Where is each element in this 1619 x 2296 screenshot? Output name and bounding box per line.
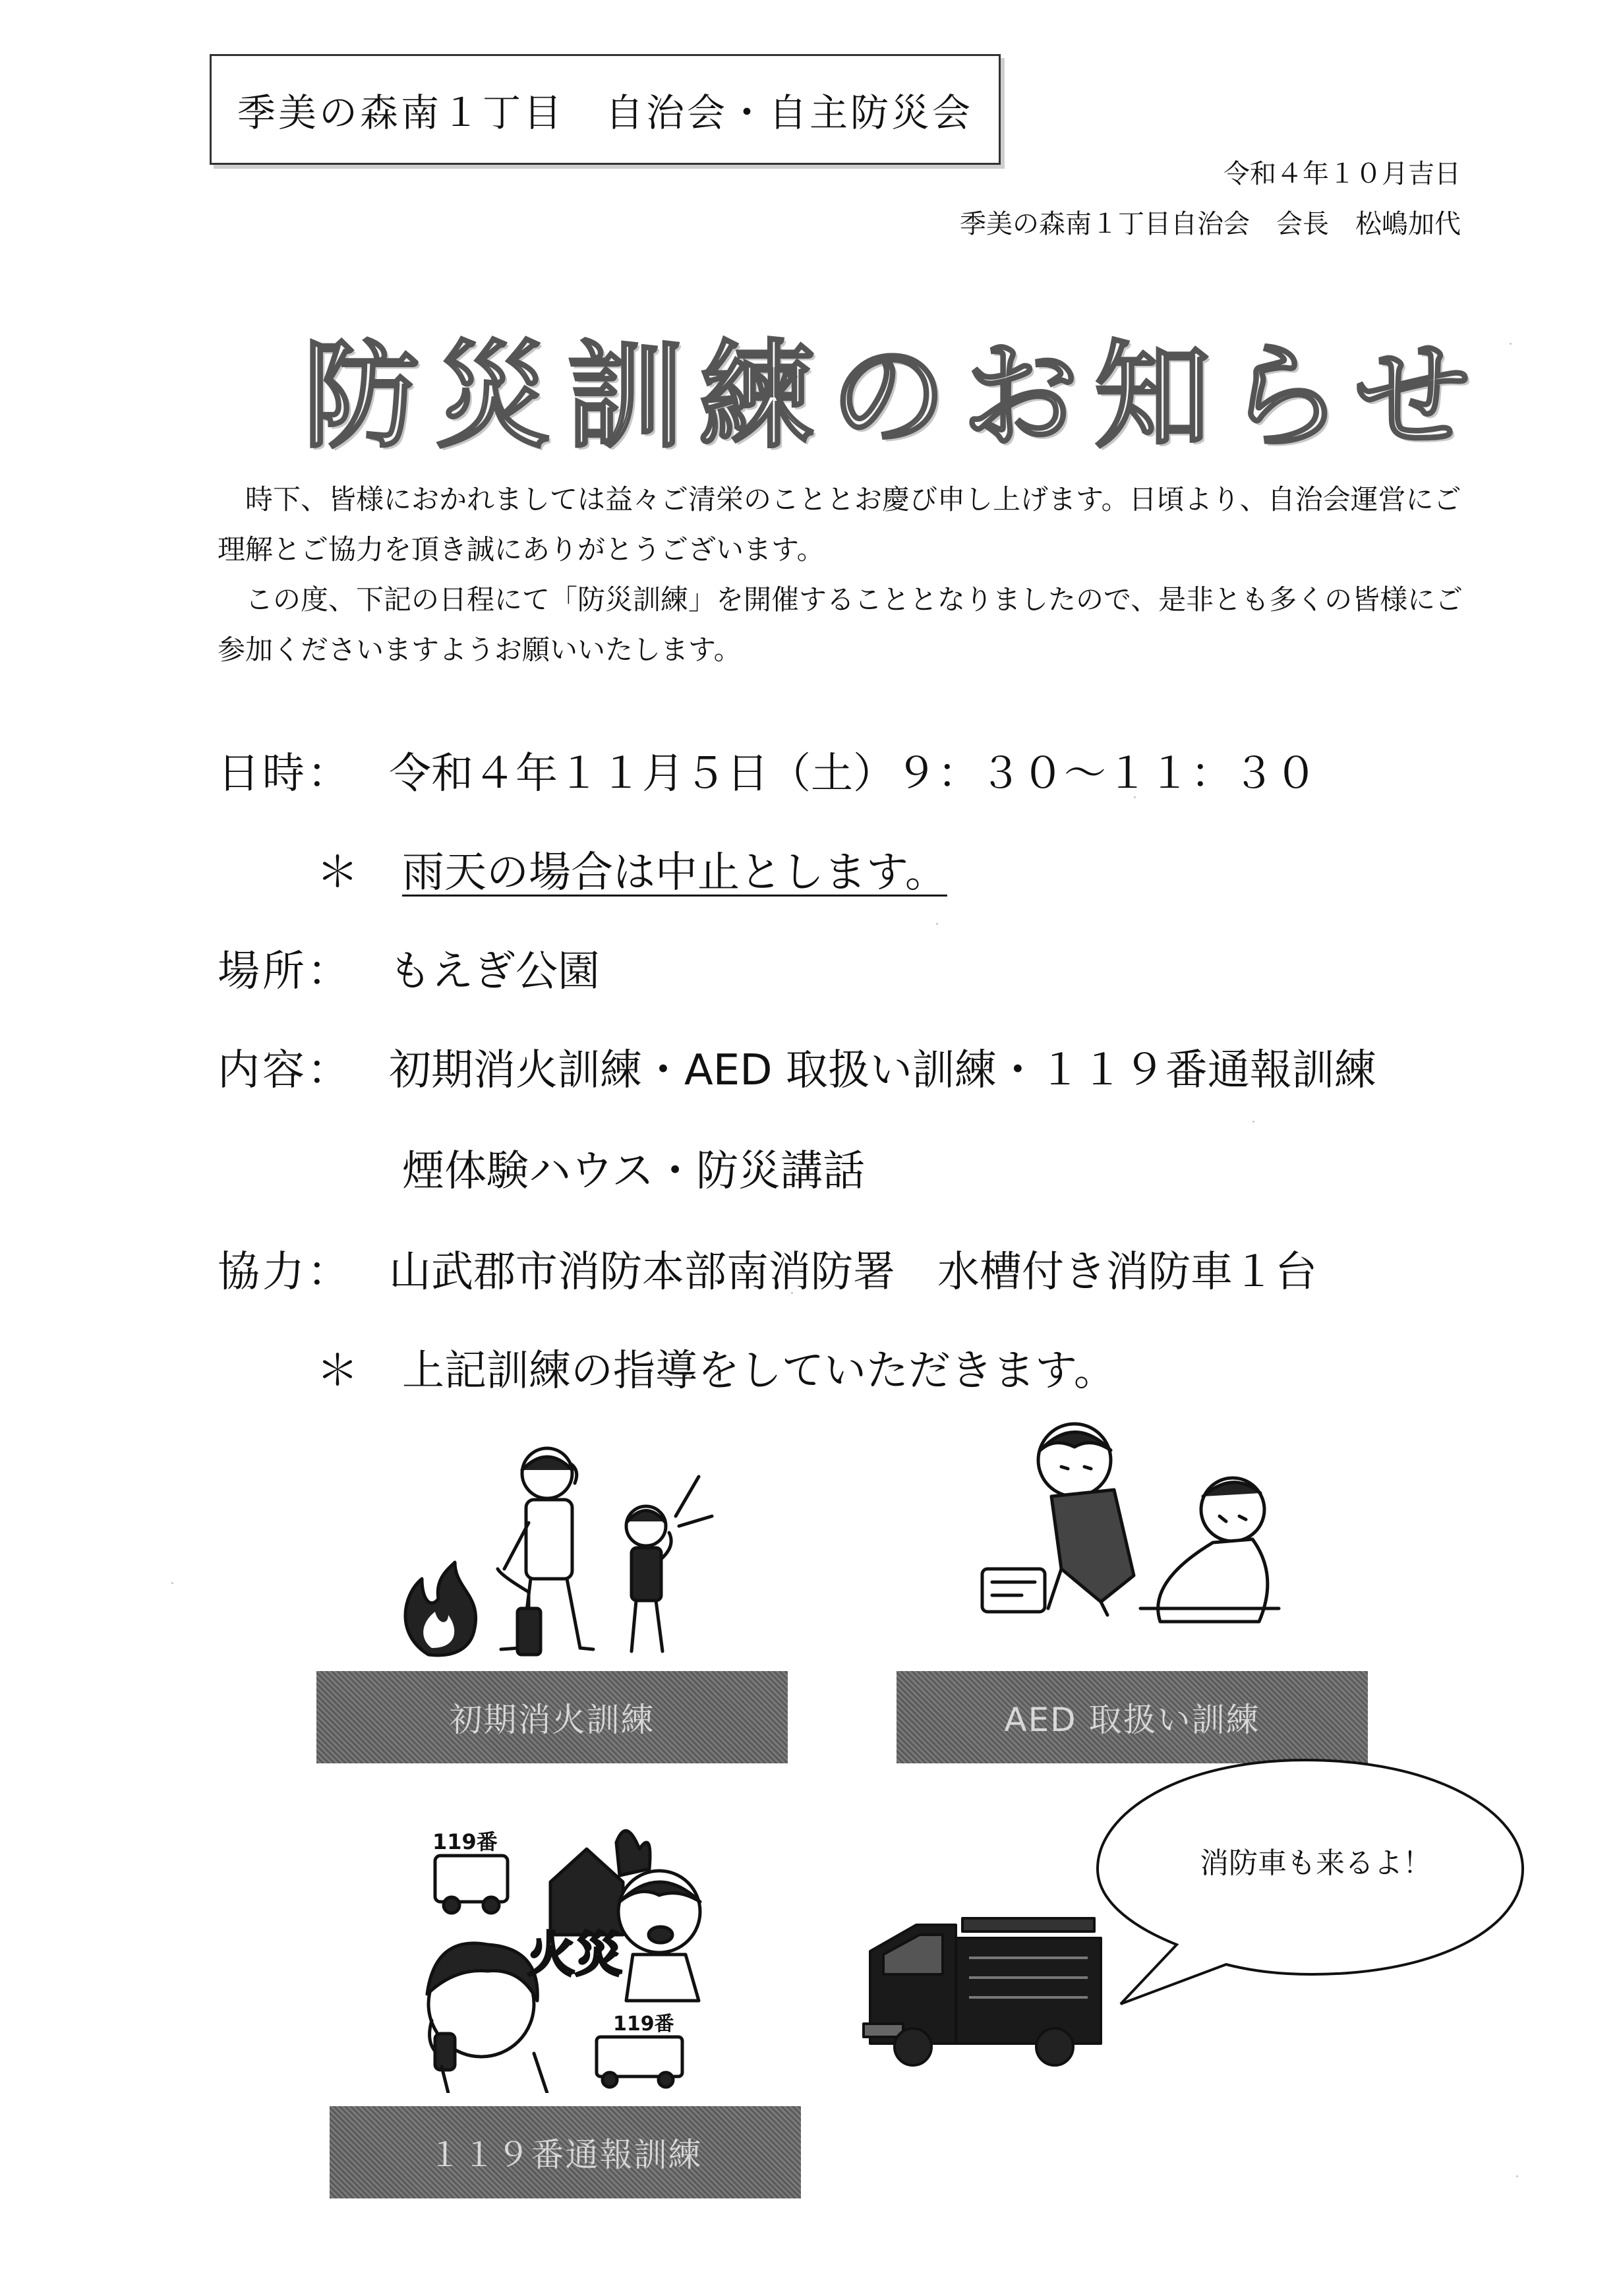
content-line-1: 初期消火訓練・AED 取扱い訓練・１１９番通報訓練 [389, 1046, 1376, 1095]
intro-text [218, 475, 1470, 675]
content-row [218, 1036, 1376, 1097]
coop-note: 上記訓練の指導をしていただきます。 [402, 1347, 1116, 1396]
fire-icon [616, 1831, 650, 1875]
aed-training-banner: AED 取扱い訓練 [897, 1671, 1368, 1763]
asterisk: ＊ [316, 1347, 359, 1396]
content-label: 内容： [218, 1046, 352, 1095]
author: 季美の森南１丁目自治会 会長 松嶋加代 [960, 209, 1461, 239]
coop-label: 協力： [218, 1248, 352, 1297]
scan-speck [171, 1582, 173, 1584]
fire-sign: 火災 [527, 1927, 623, 1982]
issue-date: 令和４年１０月吉日 [1223, 159, 1461, 189]
house-icon [550, 1849, 623, 1935]
rain-note: 雨天の場合は中止とします。 [402, 848, 947, 897]
place-value: もえぎ公園 [389, 947, 600, 996]
rain-note-row [316, 839, 947, 899]
speech-bubble-text: 消防車も来るよ！ [1200, 1846, 1432, 1880]
page-title: 防災訓練のお知らせ [303, 329, 1487, 464]
scan-speck [936, 923, 938, 925]
coop-value: 山武郡市消防本部南消防署 水槽付き消防車１台 [389, 1248, 1317, 1297]
coop-row [218, 1238, 1317, 1299]
fire-extinguisher-illustration [382, 1437, 725, 1661]
asterisk: ＊ [316, 848, 359, 897]
date-row [218, 740, 1317, 800]
scan-speck [1516, 2175, 1518, 2177]
sign-119: 119番 [432, 1829, 498, 1854]
aed-illustration [976, 1411, 1318, 1661]
coop-note-row [316, 1337, 1116, 1398]
intro-paragraph: 時下、皆様におかれましては益々ご清栄のこととお慶び申し上げます。日頃より、自治会運営にご理解とご協力を頂き誠にありがとうございます。 [218, 483, 1461, 566]
organization-box: 季美の森南１丁目 自治会・自主防災会 [210, 54, 1001, 165]
emergency-call-illustration [396, 1803, 738, 2093]
scan-speck [1252, 1121, 1254, 1123]
content-line-2: 煙体験ハウス・防災講話 [402, 1147, 866, 1196]
place-label: 場所： [218, 947, 352, 996]
date-label: 日時： [218, 750, 352, 798]
scan-speck [1510, 343, 1512, 345]
sign-119: 119番 [613, 2013, 674, 2036]
intro-paragraph: この度、下記の日程にて「防災訓練」を開催することとなりましたので、是非とも多くの皆様にご参加くださいますようお願いいたします。 [218, 583, 1463, 666]
date-value: 令和４年１１月５日（土）９：３０〜１１：３０ [389, 750, 1317, 798]
fire-training-banner: 初期消火訓練 [316, 1671, 788, 1763]
call-training-banner: １１９番通報訓練 [330, 2106, 801, 2198]
place-row [218, 937, 600, 998]
